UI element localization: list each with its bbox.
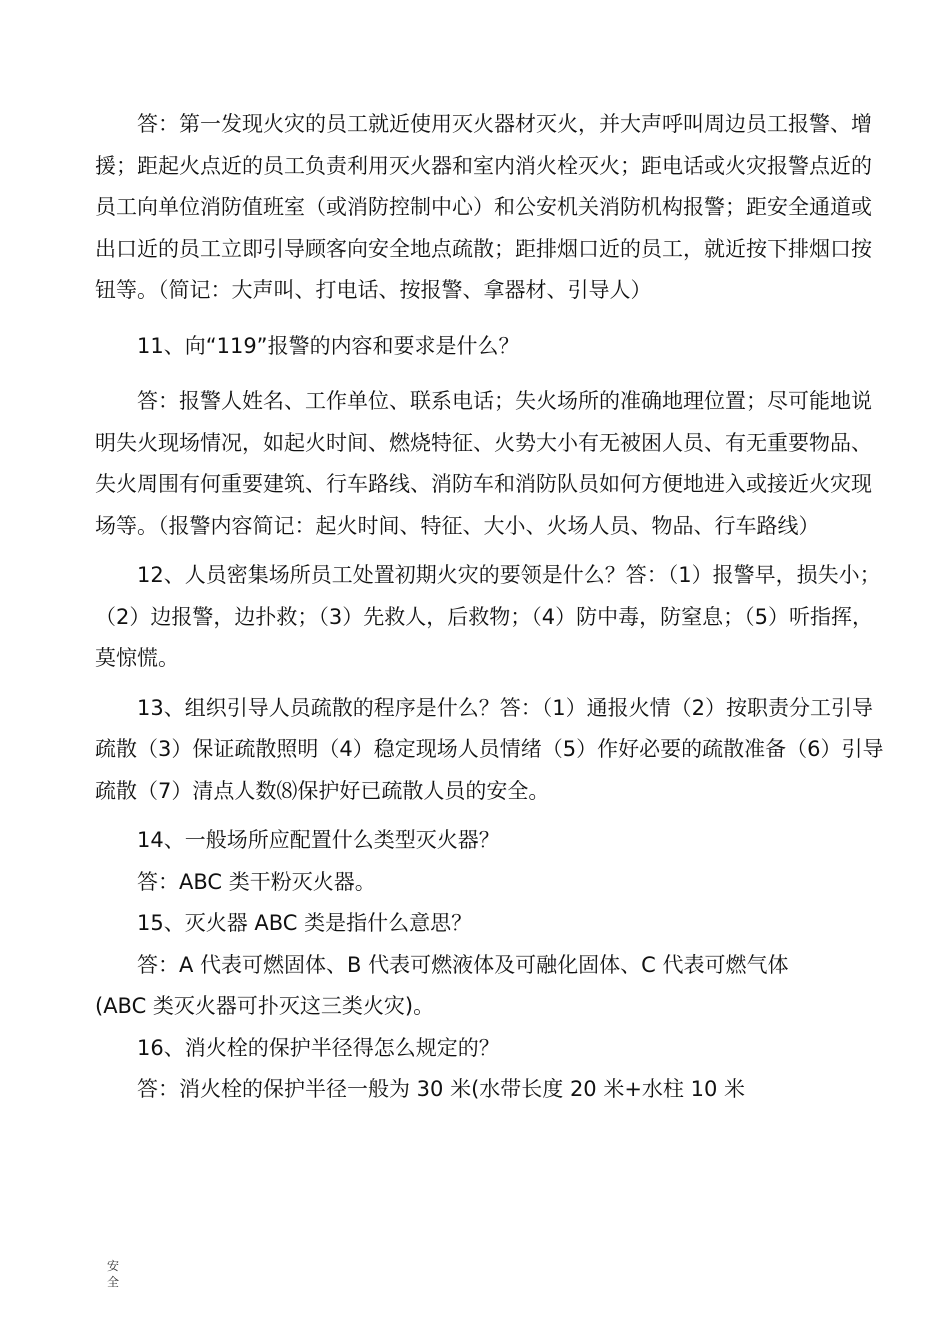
footer-mark: 安全: [107, 1259, 120, 1289]
answer-10: 答：第一发现火灾的员工就近使用灭火器材灭火，并大声呼叫周边员工报警、增援；距起火点近的员工负责利用灭火器和室内消火栓灭火；距电话或火灾报警点近的员工向单位消防值班室（或消防控制中心）和公安机关消防机构报警；距安全通道或出口近的员工立即引导顾客向安全地点疏散；距排烟口近的员工，就近按下排烟口按钮等。（简记：大声叫、打电话、按报警、拿器材、引导人）: [95, 112, 872, 302]
question-16: 16、消火栓的保护半径得怎么规定的？: [137, 1035, 500, 1060]
question-answer-12: 12、人员密集场所员工处置初期火灾的要领是什么？答：（1）报警早，损失小；（2）边报警，边扑救；（3）先救人，后救物；（4）防中毒，防窒息；（5）听指挥，莫惊慌。: [95, 563, 881, 670]
question-answer-13: 13、组织引导人员疏散的程序是什么？答：（1）通报火情（2）按职责分工引导疏散（3）保证疏散照明（4）稳定现场人员情绪（5）作好必要的疏散准备（6）引导疏散（7）清点人数⑻保护好已疏散人员的安全。: [95, 695, 884, 803]
document-body: [95, 104, 891, 1111]
question-14: 14、一般场所应配置什么类型灭火器？: [137, 828, 500, 852]
answer-14: 答：ABC 类干粉灭火器。: [137, 869, 376, 894]
answer-16: 答：消火栓的保护半径一般为 30 米(水带长度 20 米+水柱 10 米: [137, 1077, 746, 1101]
answer-11: 答：报警人姓名、工作单位、联系电话；失火场所的准确地理位置；尽可能地说明失火现场情况，如起火时间、燃烧特征、火势大小有无被困人员、有无重要物品、失火周围有何重要建筑、行车路线、消防车和消防队员如何方便地进入或接近火灾现场等。（报警内容简记：起火时间、特征、大小、火场人员、物品、行车路线）: [95, 389, 872, 538]
answer-15-continued: (ABC 类灭火器可扑灭这三类火灾)。: [95, 994, 435, 1018]
question-11: 11、向“119”报警的内容和要求是什么？: [137, 333, 520, 358]
answer-15: 答：A 代表可燃固体、B 代表可燃液体及可融化固体、C 代表可燃气体: [137, 952, 789, 977]
question-15: 15、灭火器 ABC 类是指什么意思？: [137, 911, 473, 935]
